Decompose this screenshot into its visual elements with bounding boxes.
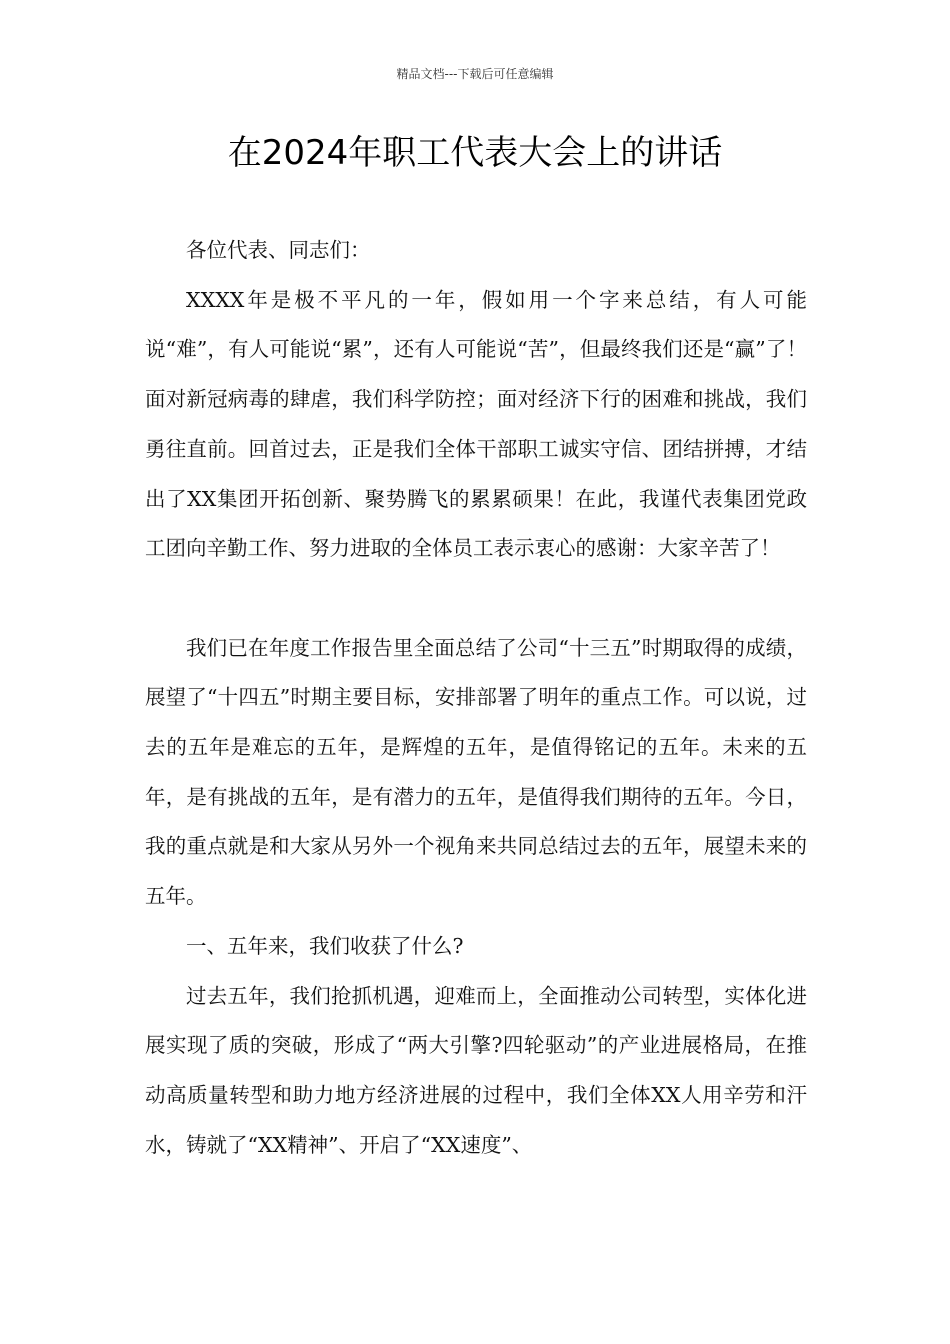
section-heading: 一、五年来，我们收获了什么? <box>186 933 464 958</box>
summary-paragraph: 我们已在年度工作报告里全面总结了公司“十三五”时期取得的成绩，展望了“十四五”时期主要目标，安排部署了明年的重点工作。可以说，过去的五年是难忘的五年，是辉煌的五年，是值得铭记的五年。未来的五年，是有挑战的五年，是有潜力的五年，是值得我们期待的五年。今日，我的重点就是和大家从另外一个视角来共同总结过去的五年，展望未来的五年。 <box>145 635 807 909</box>
document-title: 在2024年职工代表大会上的讲话 <box>227 133 723 173</box>
header-note: 精品文档---下载后可任意编辑 <box>396 67 554 81</box>
salutation-paragraph: 各位代表、同志们： <box>186 238 371 262</box>
opening-paragraph: XXXX年是极不平凡的一年，假如用一个字来总结，有人可能说“难”，有人可能说“累”，还有人可能说“苦”，但最终我们还是“赢”了！面对新冠病毒的肆虐，我们科学防控；面对经济下行的困难和挑战，我们勇往直前。回首过去，正是我们全体干部职工诚实守信、团结拼搏，才结出了XX集团开拓创新、聚势腾飞的累累硕果！在此，我谨代表集团党政工团向辛勤工作、努力进取的全体员工表示衷心的感谢：大家辛苦了！ <box>145 287 807 561</box>
paragraph-spacer <box>145 574 807 624</box>
document-body <box>145 226 807 1170</box>
section-paragraph: 过去五年，我们抢抓机遇，迎难而上，全面推动公司转型，实体化进展实现了质的突破，形成了“两大引擎?四轮驱动”的产业进展格局，在推动高质量转型和助力地方经济进展的过程中，我们全体XX人用辛劳和汗水，铸就了“XX精神”、开启了“XX速度”、 <box>145 983 807 1157</box>
